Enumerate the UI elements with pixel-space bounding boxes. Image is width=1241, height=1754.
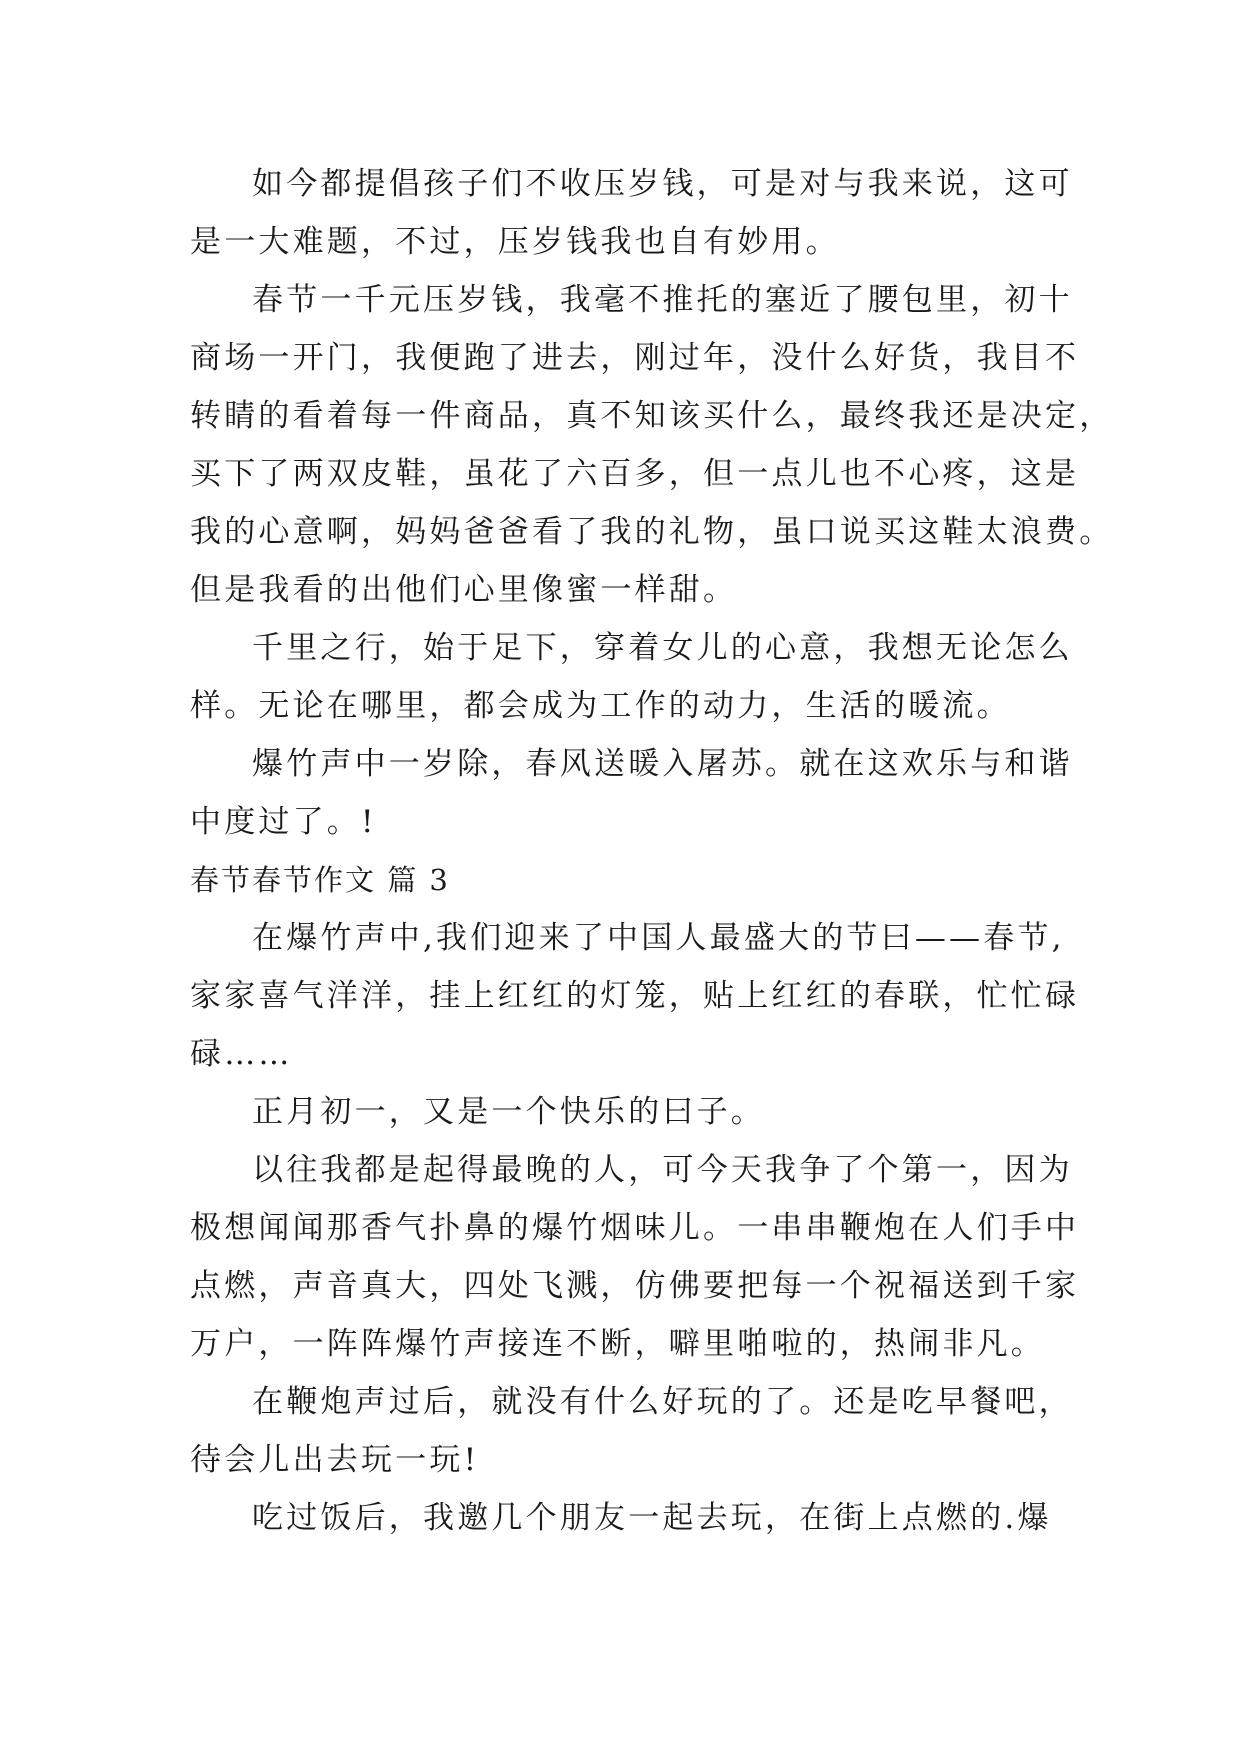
text-line: 在爆竹声中,我们迎来了中国人最盛大的节曰——春节, [252,920,1065,956]
text-line: 万户，一阵阵爆竹声接连不断，噼里啪啦的，热闹非凡。 [190,1326,1045,1362]
document-page [190,155,1114,1547]
text-line: 买下了两双皮鞋，虽花了六百多，但一点儿也不心疼，这是 [190,456,1080,492]
text-line: 以往我都是起得最晚的人，可今天我争了个第一，因为 [252,1152,1073,1188]
section-heading: 春节春节作文 篇 3 [190,863,450,897]
text-line: 如今都提倡孩子们不收压岁钱，可是对与我来说，这可 [252,166,1073,202]
text-line: 样。无论在哪里，都会成为工作的动力，生活的暖流。 [190,688,1011,724]
text-line: 吃过饭后，我邀几个朋友一起去玩，在街上点燃的.爆 [252,1500,1052,1536]
text-line: 待会儿出去玩一玩! [190,1442,480,1478]
text-line: 商场一开门，我便跑了进去，刚过年，没什么好货，我目不 [190,340,1080,376]
text-line: 极想闻闻那香气扑鼻的爆竹烟味儿。一串串鞭炮在人们手中 [190,1210,1080,1246]
text-line: 家家喜气洋洋，挂上红红的灯笼，贴上红红的春联，忙忙碌 [190,978,1080,1014]
text-line: 碌…… [190,1036,293,1072]
text-line: 正月初一，又是一个快乐的曰子。 [252,1094,765,1130]
text-line: 转睛的看着每一件商品，真不知该买什么，最终我还是决定， [190,398,1114,434]
text-line: 千里之行，始于足下，穿着女儿的心意，我想无论怎么 [252,630,1073,666]
text-line: 爆竹声中一岁除，春风送暖入屠苏。就在这欢乐与和谐 [252,746,1073,782]
text-line: 在鞭炮声过后，就没有什么好玩的了。还是吃早餐吧， [252,1384,1073,1420]
text-line: 我的心意啊，妈妈爸爸看了我的礼物，虽口说买这鞋太浪费。 [190,514,1114,550]
text-line: 但是我看的出他们心里像蜜一样甜。 [190,572,738,608]
text-line: 春节一千元压岁钱，我毫不推托的塞近了腰包里，初十 [252,282,1073,318]
text-line: 是一大难题，不过，压岁钱我也自有妙用。 [190,224,840,260]
text-line: 点燃，声音真大，四处飞溅，仿佛要把每一个祝福送到千家 [190,1268,1080,1304]
text-line: 中度过了。! [190,804,377,840]
